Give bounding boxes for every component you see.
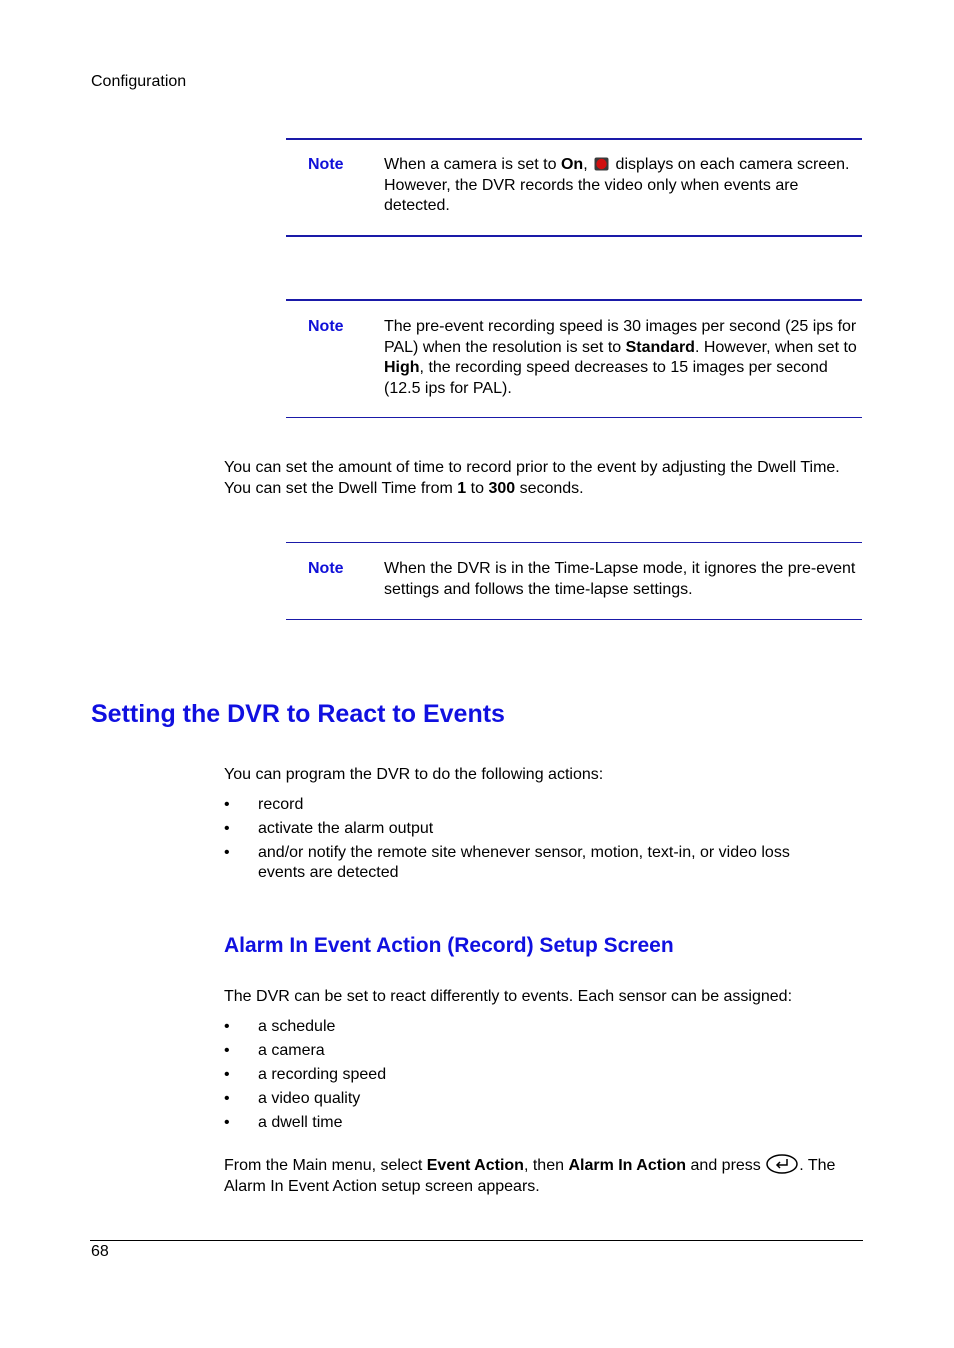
note-top-rule	[286, 138, 862, 140]
bullet-glyph: •	[224, 1114, 230, 1131]
note-top-rule	[286, 299, 862, 301]
list-item-text: a video quality	[258, 1090, 361, 1107]
note-text: When the DVR is in the Time-Lapse mode, it ignores the pre-event settings and follows the time-lapse settings.	[384, 560, 856, 598]
note-label: Note	[308, 318, 344, 335]
running-header: Configuration	[91, 73, 187, 90]
bullet-glyph: •	[224, 1018, 230, 1035]
note-bottom-rule	[286, 417, 862, 418]
list-item-text: record	[258, 796, 304, 813]
note-text: The pre-event recording speed is 30 images per second (25 ips for PAL) when the resolution is set to Standard. However, when set to High, the recording speed decreases to 15 images per second (12.5 ips for PAL).	[384, 318, 857, 397]
list-item-text: a recording speed	[258, 1066, 387, 1083]
section-heading: Setting the DVR to React to Events	[91, 700, 505, 728]
dwell-time-paragraph: You can set the amount of time to record prior to the event by adjusting the Dwell Time. You can set the Dwell Time from 1 to 300 seconds.	[224, 459, 840, 497]
actions-intro: You can program the DVR to do the following actions:	[224, 766, 604, 783]
main-menu-instructions: From the Main menu, select Event Action, then Alarm In Action and press . The Alarm In Event Action setup screen appears.	[224, 1154, 864, 1197]
note-top-rule	[286, 542, 862, 543]
bullet-glyph: •	[224, 1090, 230, 1107]
bullet-glyph: •	[224, 796, 230, 813]
note-bottom-rule	[286, 619, 862, 620]
bullet-glyph: •	[224, 1042, 230, 1059]
page-number: 68	[91, 1243, 109, 1260]
list-item-text: activate the alarm output	[258, 820, 434, 837]
record-dot-icon	[594, 157, 609, 171]
footer-rule	[90, 1240, 863, 1241]
enter-key-icon	[766, 1154, 798, 1174]
note-label: Note	[308, 560, 344, 577]
subsection-heading: Alarm In Event Action (Record) Setup Screen	[224, 934, 674, 957]
react-intro: The DVR can be set to react differently to events. Each sensor can be assigned:	[224, 988, 793, 1005]
list-item-text: a camera	[258, 1042, 325, 1059]
list-item-text: a schedule	[258, 1018, 336, 1035]
note-text: When a camera is set to On, displays on each camera screen. However, the DVR records the video only when events are detected.	[384, 156, 850, 214]
bullet-glyph: •	[224, 844, 230, 861]
bullet-glyph: •	[224, 1066, 230, 1083]
note-label: Note	[308, 156, 344, 173]
bullet-glyph: •	[224, 820, 230, 837]
note-bottom-rule	[286, 235, 862, 237]
list-item-text: a dwell time	[258, 1114, 343, 1131]
list-item-text: and/or notify the remote site whenever sensor, motion, text-in, or video loss events are detected	[258, 844, 790, 881]
